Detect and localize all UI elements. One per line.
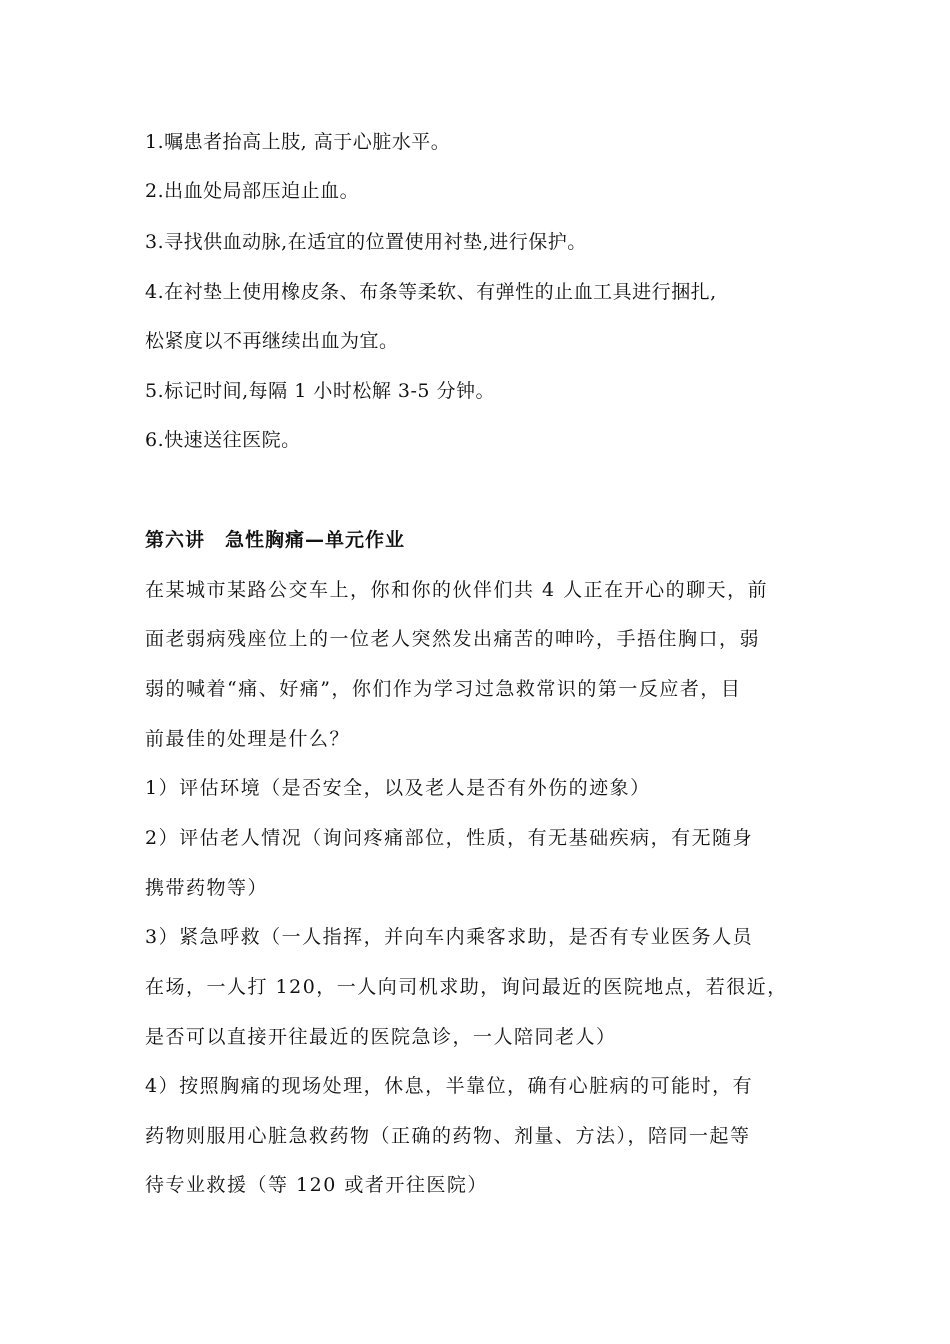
step-3-text: 3.寻找供血动脉,在适宜的位置使用衬垫,进行保护。: [145, 231, 587, 253]
question-line: 弱的喊着“痛、好痛”，你们作为学习过急救常识的第一反应者，目: [145, 678, 742, 700]
answer-line: 3）紧急呼救（一人指挥，并向车内乘客求助，是否有专业医务人员: [145, 926, 754, 948]
question-line: 面老弱病残座位上的一位老人突然发出痛苦的呻吟，手捂住胸口，弱: [145, 628, 761, 650]
step-2-text: 2.出血处局部压迫止血。: [145, 180, 360, 202]
answer-line: 1）评估环境（是否安全，以及老人是否有外伤的迹象）: [145, 777, 651, 799]
question-line: 在某城市某路公交车上，你和你的伙伴们共 4 人正在开心的聊天，前: [145, 579, 769, 601]
answer-line: 药物则服用心脏急救药物（正确的药物、剂量、方法），陪同一起等: [145, 1125, 751, 1147]
answer-line: 在场，一人打 120，一人向司机求助，询问最近的医院地点，若很近，: [145, 976, 788, 998]
step-4-text: 4.在衬垫上使用橡皮条、布条等柔软、有弹性的止血工具进行捆扎,: [145, 281, 717, 303]
answer-line: 待专业救援（等 120 或者开往医院）: [145, 1174, 488, 1196]
section-heading: 第六讲 急性胸痛—单元作业: [145, 529, 406, 551]
step-4-continuation-text: 松紧度以不再继续出血为宜。: [145, 330, 399, 352]
answer-line: 是否可以直接开往最近的医院急诊，一人陪同老人）: [145, 1026, 617, 1048]
step-5-text: 5.标记时间,每隔 1 小时松解 3-5 分钟。: [145, 380, 496, 402]
step-6-text: 6.快速送往医院。: [145, 429, 301, 451]
answer-line: 2）评估老人情况（询问疼痛部位，性质，有无基础疾病，有无随身: [145, 827, 754, 849]
answer-line: 携带药物等）: [145, 877, 269, 899]
question-line: 前最佳的处理是什么？: [145, 728, 351, 750]
step-1-text: 1.嘱患者抬高上肢, 高于心脏水平。: [145, 131, 451, 153]
answer-line: 4）按照胸痛的现场处理，休息，半靠位，确有心脏病的可能时，有: [145, 1075, 754, 1097]
